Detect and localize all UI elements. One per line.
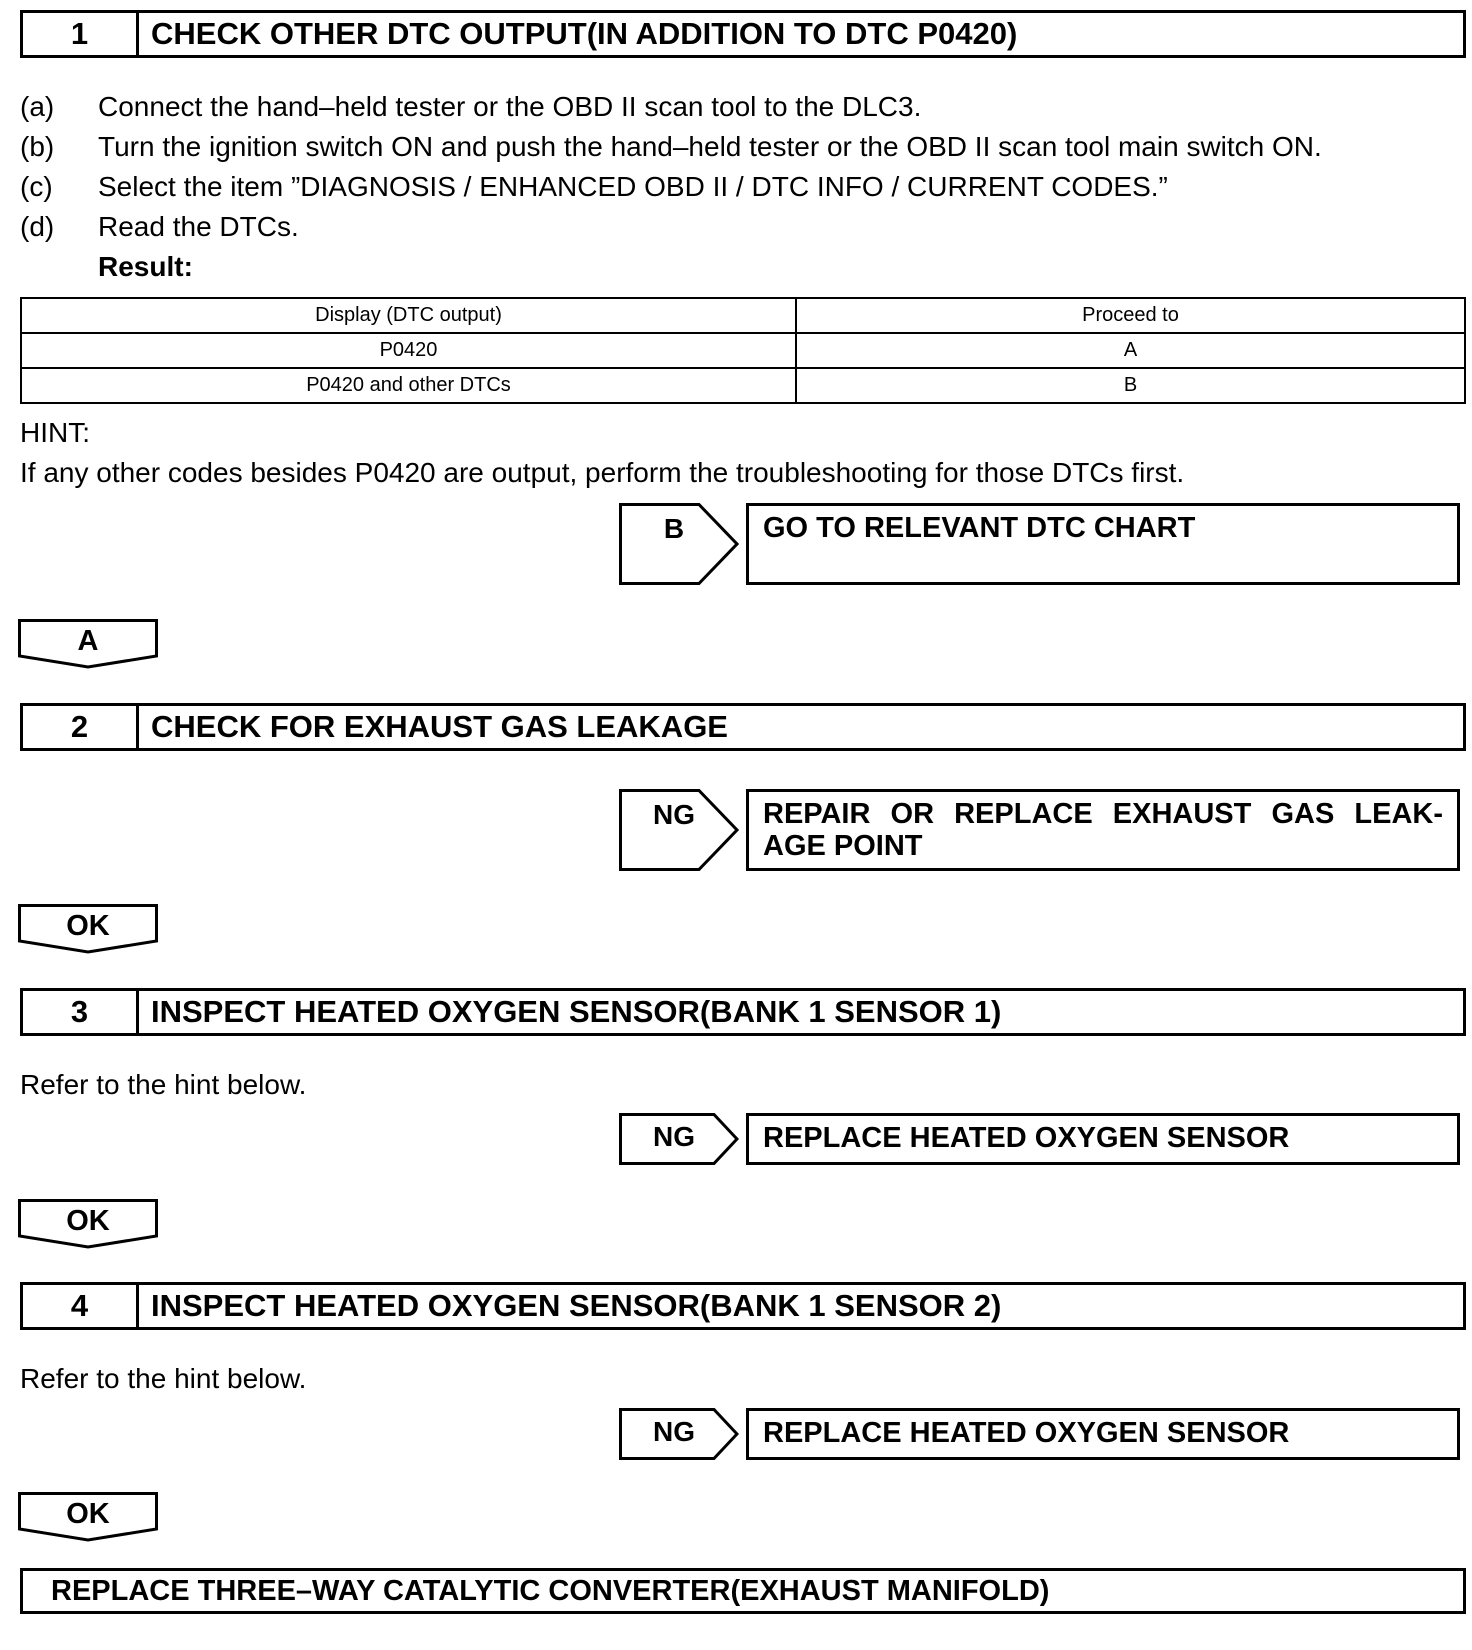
action-box: REPLACE HEATED OXYGEN SENSOR <box>746 1408 1460 1460</box>
proceed-tab-ok <box>18 904 158 954</box>
table-row <box>21 333 1465 368</box>
refer-note: Refer to the hint below. <box>20 1069 307 1100</box>
table-header-cell: Display (DTC output) <box>21 298 796 333</box>
branch-ng-chevron <box>619 1408 739 1460</box>
table-cell: P0420 <box>21 333 796 368</box>
proceed-tab-label: OK <box>66 910 110 942</box>
branch-label: B <box>663 513 685 544</box>
step-4-header <box>20 1282 1466 1330</box>
branch-label: NG <box>653 1121 695 1152</box>
table-cell: B <box>796 368 1465 403</box>
action-box: REPAIR OR REPLACE EXHAUST GAS LEAK-AGE POINT <box>746 789 1460 871</box>
step-number: 2 <box>23 706 139 748</box>
hint-label: HINT: <box>20 417 90 448</box>
procedure-item-label: (b) <box>20 131 55 162</box>
step-1-header <box>20 10 1466 58</box>
proceed-tab-label: OK <box>66 1498 110 1530</box>
procedure-item-label: (a) <box>20 91 55 122</box>
procedure-item-text: Turn the ignition switch ON and push the hand–held tester or the OBD II scan tool main switch ON. <box>98 131 1322 162</box>
hint-text: If any other codes besides P0420 are output, perform the troubleshooting for those DTCs first. <box>20 457 1185 488</box>
step-title: INSPECT HEATED OXYGEN SENSOR(BANK 1 SENSOR 2) <box>151 1288 1002 1323</box>
procedure-item-text: Read the DTCs. <box>98 211 299 242</box>
branch-label: NG <box>653 799 695 830</box>
table-cell: A <box>796 333 1465 368</box>
proceed-tab-ok <box>18 1199 158 1249</box>
table-cell: P0420 and other DTCs <box>21 368 796 403</box>
final-action: REPLACE THREE–WAY CATALYTIC CONVERTER(EXHAUST MANIFOLD) <box>20 1568 1466 1614</box>
proceed-tab-label: OK <box>66 1205 110 1237</box>
procedure-item <box>20 87 1322 127</box>
procedure-item <box>20 207 1322 247</box>
branch-ng-chevron <box>619 1113 739 1165</box>
procedure-item-label: (c) <box>20 171 53 202</box>
proceed-tab-a <box>18 619 158 669</box>
procedure-item-text: Select the item ”DIAGNOSIS / ENHANCED OBD II / DTC INFO / CURRENT CODES.” <box>98 171 1168 202</box>
refer-note: Refer to the hint below. <box>20 1363 307 1394</box>
branch-b-chevron <box>619 503 739 585</box>
procedure-item <box>20 127 1322 167</box>
step-number: 4 <box>23 1285 139 1327</box>
procedure-item <box>20 167 1322 207</box>
action-box: REPLACE HEATED OXYGEN SENSOR <box>746 1113 1460 1165</box>
result-label: Result: <box>98 251 193 282</box>
table-header-cell: Proceed to <box>796 298 1465 333</box>
step-title: CHECK FOR EXHAUST GAS LEAKAGE <box>151 709 728 744</box>
step-number: 3 <box>23 991 139 1033</box>
result-table <box>20 297 1466 404</box>
procedure-list <box>20 87 1322 287</box>
step-title: CHECK OTHER DTC OUTPUT(IN ADDITION TO DTC P0420) <box>151 16 1018 51</box>
step-3-header <box>20 988 1466 1036</box>
step-2-header <box>20 703 1466 751</box>
table-row <box>21 368 1465 403</box>
table-header-row <box>21 298 1465 333</box>
proceed-tab-ok <box>18 1492 158 1542</box>
procedure-item-text: Connect the hand–held tester or the OBD II scan tool to the DLC3. <box>98 91 922 122</box>
branch-ng-chevron <box>619 789 739 871</box>
step-number: 1 <box>23 13 139 55</box>
branch-label: NG <box>653 1416 695 1447</box>
proceed-tab-label: A <box>77 625 99 657</box>
procedure-item-label: (d) <box>20 211 55 242</box>
action-box: GO TO RELEVANT DTC CHART <box>746 503 1460 585</box>
step-title: INSPECT HEATED OXYGEN SENSOR(BANK 1 SENSOR 1) <box>151 994 1002 1029</box>
